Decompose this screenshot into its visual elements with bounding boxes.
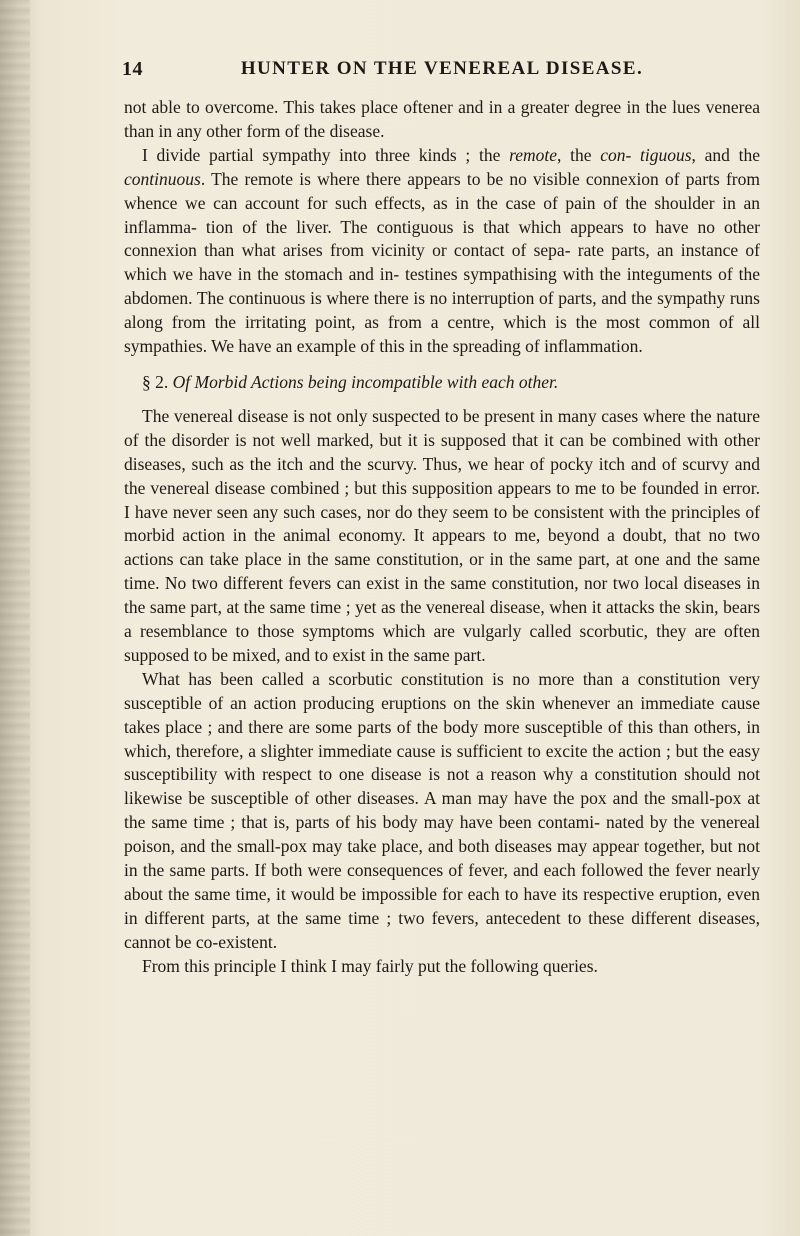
paragraph-venereal: The venereal disease is not only suspected to be present in many cases where the nature of the disorder is not well marked, but it is supposed that it can be combined with other diseases, such as the itch and the scurvy. Thus, we hear of pocky itch and of scurvy and the venereal disease combined ; but this supposition appears to me to be founded in error. I have never seen any such cases, nor do they seem to be consistent with the principles of morbid action in the animal economy. It appears to me, beyond a doubt, that no two actions can take place in the same constitution, or in the same part, at one and the same time. No two different fevers can exist in the same constitution, nor two local diseases in the same part, at the same time ; yet as the venereal disease, when it attacks the skin, bears a resemblance to those symptoms which are vulgarly called scorbutic, they are often supposed to be mixed, and to exist in the same part. bbox=[124, 405, 760, 665]
page-binding-edge bbox=[0, 0, 30, 1236]
page-header bbox=[122, 58, 762, 88]
section-title: Of Morbid Actions being incompatible with each other. bbox=[172, 371, 559, 392]
body-text bbox=[124, 96, 760, 979]
page-number: 14 bbox=[122, 58, 143, 80]
para-text: , the bbox=[557, 144, 601, 165]
para-text: . The remote is where there appears to be no visible connexion of parts from whence we can account for such effects, as in the case of pain of the shoulder in an inflamma- tion of the liver. The contiguous is that which appears to have no other connexion than what arises from vicinity or contact of sepa- rate parts, an instance of which we have in the stomach and in- testines sympathising with the integuments of the abdomen. The continuous is where there is no interruption of parts, and the sympathy runs along from the irritating point, as from a centre, which is the most common of all sympathies. We have an example of this in the spreading of inflammation. bbox=[124, 168, 760, 357]
para-text: , and the bbox=[691, 144, 760, 165]
section-heading bbox=[124, 371, 760, 395]
term-contiguous: con- tiguous bbox=[600, 144, 692, 165]
paragraph-continued: not able to overcome. This takes place oftener and in a greater degree in the lues venerea than in any other form of the disease. bbox=[124, 97, 760, 141]
para-text: I divide partial sympathy into three kinds ; the bbox=[142, 144, 510, 165]
running-title: HUNTER ON THE VENEREAL DISEASE. bbox=[240, 58, 644, 79]
paragraph-scorbutic: What has been called a scorbutic constitution is no more than a constitution very susceptible of an action producing eruptions on the skin whenever an immediate cause takes place ; and there are some parts of the body more susceptible of this than others, in which, therefore, a slighter immediate cause is sufficient to excite the action ; but the easy susceptibility with respect to one disease is not a reason why a constitution should not likewise be susceptible of other diseases. A man may have the pox and the small-pox at the same time ; that is, parts of his body may have been contami- nated by the venereal poison, and the small-pox may take place, and both diseases may appear together, but not in the same parts. If both were consequences of fever, and each followed the fever nearly about the same time, it would be impossible for each to have its respective eruption, even in different parts, at the same time ; two fevers, antecedent to these different diseases, cannot be co-existent. bbox=[124, 668, 760, 952]
paragraph-sympathy bbox=[124, 144, 760, 359]
term-remote: remote bbox=[509, 144, 558, 165]
section-mark: § 2. bbox=[142, 371, 169, 392]
term-continuous: continuous bbox=[124, 168, 201, 189]
paragraph-queries: From this principle I think I may fairly put the following queries. bbox=[142, 955, 598, 976]
